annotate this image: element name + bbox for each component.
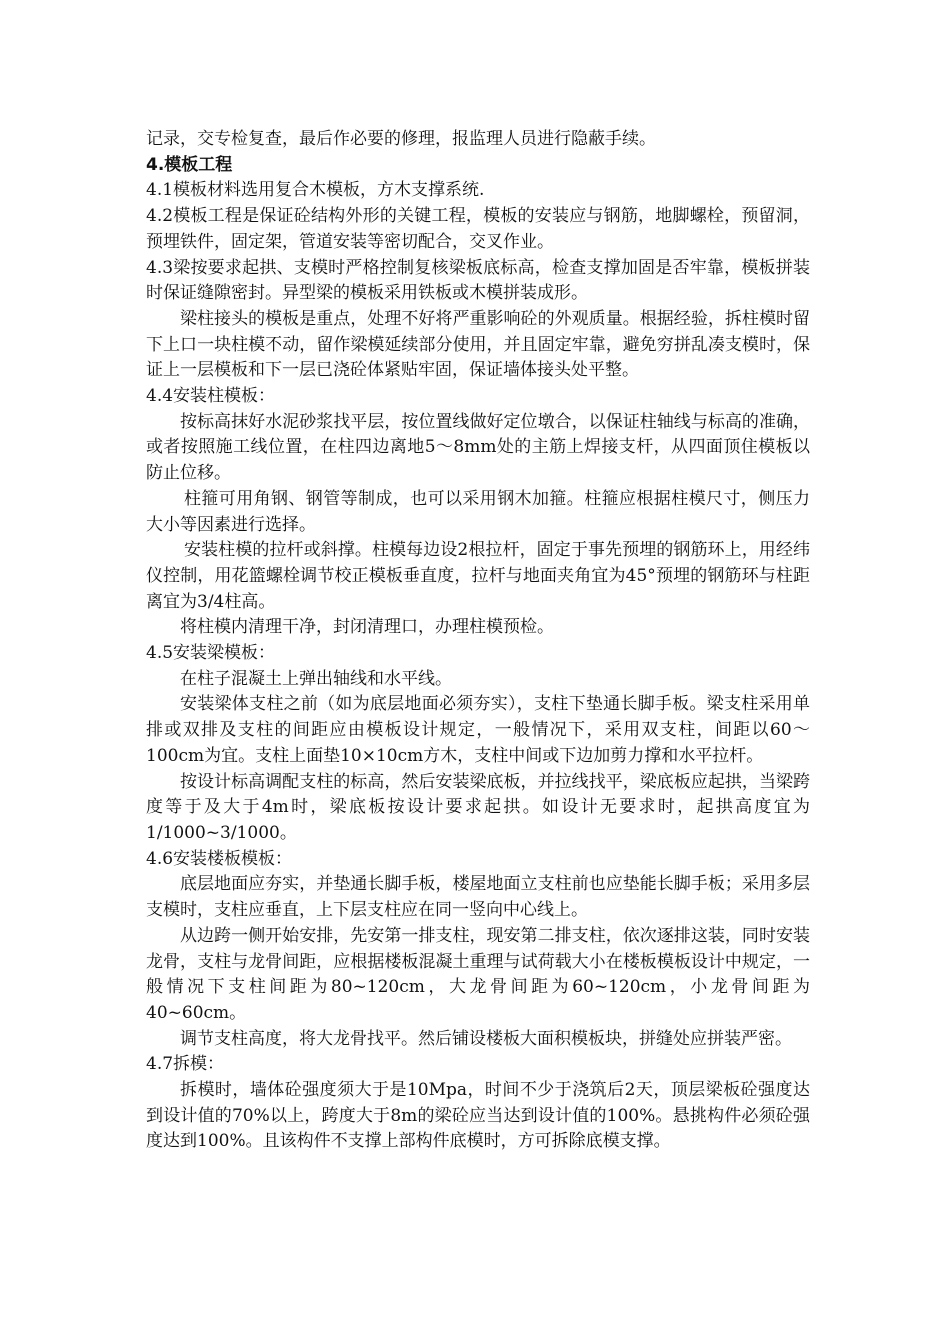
paragraph-beam-support: 安装梁体支柱之前（如为底层地面必须夯实），支柱下垫通长脚手板。梁支柱采用单排或双排及支柱的间距应由模板设计规定，一般情况下，采用双支柱，间距以60～100cm为宜。支柱上面垫10×10cm方木，支柱中间或下边加剪力撑和水平拉杆。 bbox=[146, 694, 810, 766]
paragraph-4-1: 4.1模板材料选用复合木模板，方木支撑系统. bbox=[146, 180, 485, 201]
paragraph-slab-support-layout: 从边跨一侧开始安排，先安第一排支柱，现安第二排支柱，依次逐排这装，同时安装龙骨，支柱与龙骨间距，应根据楼板混凝土重理与试荷载大小在楼板模板设计中规定，一般情况下支柱间距为80~120cm，大龙骨间距为60~120cm，小龙骨间距为40~60cm。 bbox=[146, 925, 810, 1023]
paragraph-continuation: 记录，交专检复查，最后作必要的修理，报监理人员进行隐蔽手续。 bbox=[146, 129, 656, 149]
paragraph-formwork-removal: 拆模时，墙体砼强度须大于是10Mpa，时间不少于浇筑后2天，顶层梁板砼强度达到设计值的70%以上，跨度大于8m的梁砼应当达到设计值的100%。悬挑构件必须砼强度达到100%。且该构件不支撑上部构件底模时，方可拆除底模支撑。 bbox=[146, 1080, 810, 1152]
paragraph-slab-leveling: 调节支柱高度，将大龙骨找平。然后铺设楼板大面积模板块，拼缝处应拼装严密。 bbox=[180, 1028, 792, 1049]
subheading-4-7: 4.7拆模： bbox=[146, 1054, 225, 1075]
paragraph-4-3: 4.3梁按要求起拱、支模时严格控制复核梁板底标高，检查支撑加固是否牢靠，模板拼装时保证缝隙密封。异型梁的模板采用铁板或木模拼装成形。 bbox=[146, 257, 810, 304]
section-heading-formwork: 4.模板工程 bbox=[146, 154, 233, 175]
paragraph-column-leveling: 按标高抹好水泥砂浆找平层，按位置线做好定位墩合，以保证柱轴线与标高的准确，或者按照施工线位置，在柱四边离地5～8mm处的主筋上焊接支杆，从四面顶住模板以防止位移。 bbox=[146, 411, 810, 484]
subheading-4-5: 4.5安装梁模板： bbox=[146, 643, 276, 664]
paragraph-beam-camber: 按设计标高调配支柱的标高，然后安装梁底板，并拉线找平，梁底板应起拱，当梁跨度等于及大于4m时，梁底板按设计要求起拱。如设计无要求时，起拱高度宜为1/1000~3/1000。 bbox=[146, 771, 810, 843]
paragraph-beam-column-joint: 梁柱接头的模板是重点，处理不好将严重影响砼的外观质量。根据经验，拆柱模时留下上口一块柱模不动，留作梁模延续部分使用，并且固定牢靠，避免穷拼乱凑支模时，保证上一层模板和下一层已浇砼体紧贴牢固，保证墙体接头处平整。 bbox=[146, 308, 810, 381]
paragraph-column-hoop: 柱箍可用角钢、钢管等制成，也可以采用钢木加箍。柱箍应根据柱模尺寸，侧压力大小等因素进行选择。 bbox=[146, 488, 810, 535]
document-body bbox=[146, 127, 810, 1155]
paragraph-4-2: 4.2模板工程是保证砼结构外形的关键工程，模板的安装应与钢筋，地脚螺栓，预留洞，预埋铁件，固定架，管道安装等密切配合，交叉作业。 bbox=[146, 206, 810, 252]
paragraph-beam-axis: 在柱子混凝土上弹出轴线和水平线。 bbox=[180, 668, 452, 689]
paragraph-column-bracing: 安装柱模的拉杆或斜撑。柱模每边设2根拉杆，固定于事先预埋的钢筋环上，用经纬仪控制，用花篮螺栓调节校正模板垂直度，拉杆与地面夹角宜为45°预埋的钢筋环与柱距离宜为3/4柱高。 bbox=[146, 540, 810, 612]
subheading-4-4: 4.4安装柱模板： bbox=[146, 386, 276, 407]
paragraph-column-cleanup: 将柱模内清理干净，封闭清理口，办理柱模预检。 bbox=[180, 617, 554, 638]
subheading-4-6: 4.6安装楼板模板： bbox=[146, 848, 293, 869]
paragraph-slab-ground: 底层地面应夯实，并垫通长脚手板，楼屋地面立支柱前也应垫能长脚手板；采用多层支模时，支柱应垂直，上下层支柱应在同一竖向中心线上。 bbox=[146, 874, 810, 921]
